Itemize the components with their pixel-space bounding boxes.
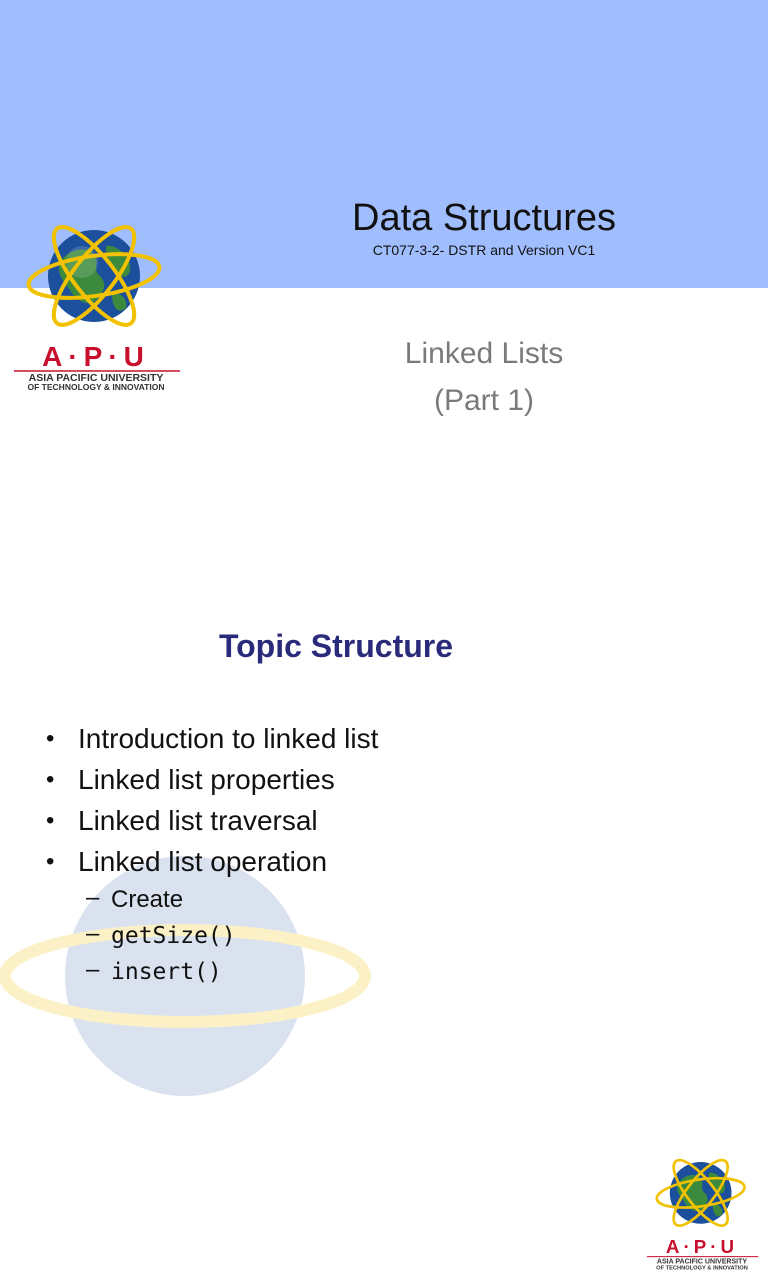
logo-line2: OF TECHNOLOGY & INNOVATION — [27, 382, 165, 392]
topic-list — [40, 718, 730, 990]
logo-line1: ASIA PACIFIC UNIVERSITY — [28, 372, 164, 384]
sub-item-text: Create — [111, 886, 184, 913]
dash-icon: – — [86, 884, 100, 911]
list-item — [40, 841, 730, 882]
bullet-dot-icon: • — [46, 725, 55, 752]
title-slide — [0, 0, 768, 576]
logo-line2: OF TECHNOLOGY & INNOVATION — [656, 1265, 748, 1272]
apu-logo-small — [642, 1158, 762, 1272]
logo-letters: A·P·U — [42, 341, 150, 372]
topic-line-1: Linked Lists — [404, 337, 564, 370]
dash-icon: – — [86, 920, 100, 947]
course-title: Data Structures — [352, 197, 616, 239]
bullet-dot-icon: • — [46, 766, 55, 793]
sub-item-text: getSize() — [111, 923, 236, 949]
sub-item-text: insert() — [111, 959, 222, 985]
topic-line-2: (Part 1) — [433, 384, 535, 417]
logo-line1: ASIA PACIFIC UNIVERSITY — [656, 1258, 748, 1266]
list-item-text: Linked list operation — [78, 846, 328, 877]
list-item-text: Linked list properties — [78, 764, 335, 795]
sub-list-item — [40, 918, 730, 954]
list-item — [40, 759, 730, 800]
lecture-topic — [230, 330, 738, 424]
sub-list-item — [40, 954, 730, 990]
course-code: CT077-3-2- DSTR and Version VC1 — [372, 242, 596, 258]
sub-list-item — [40, 882, 730, 918]
slide-title: Topic Structure — [218, 628, 454, 664]
dash-icon: – — [86, 956, 100, 983]
logo-letters: A·P·U — [665, 1236, 739, 1258]
bullet-dot-icon: • — [46, 848, 55, 875]
apu-logo — [8, 224, 184, 394]
list-item-text: Linked list traversal — [78, 805, 318, 836]
list-item — [40, 800, 730, 841]
topic-structure-slide — [0, 576, 768, 1272]
list-item-text: Introduction to linked list — [78, 723, 379, 754]
list-item — [40, 718, 730, 759]
bullet-dot-icon: • — [46, 807, 55, 834]
